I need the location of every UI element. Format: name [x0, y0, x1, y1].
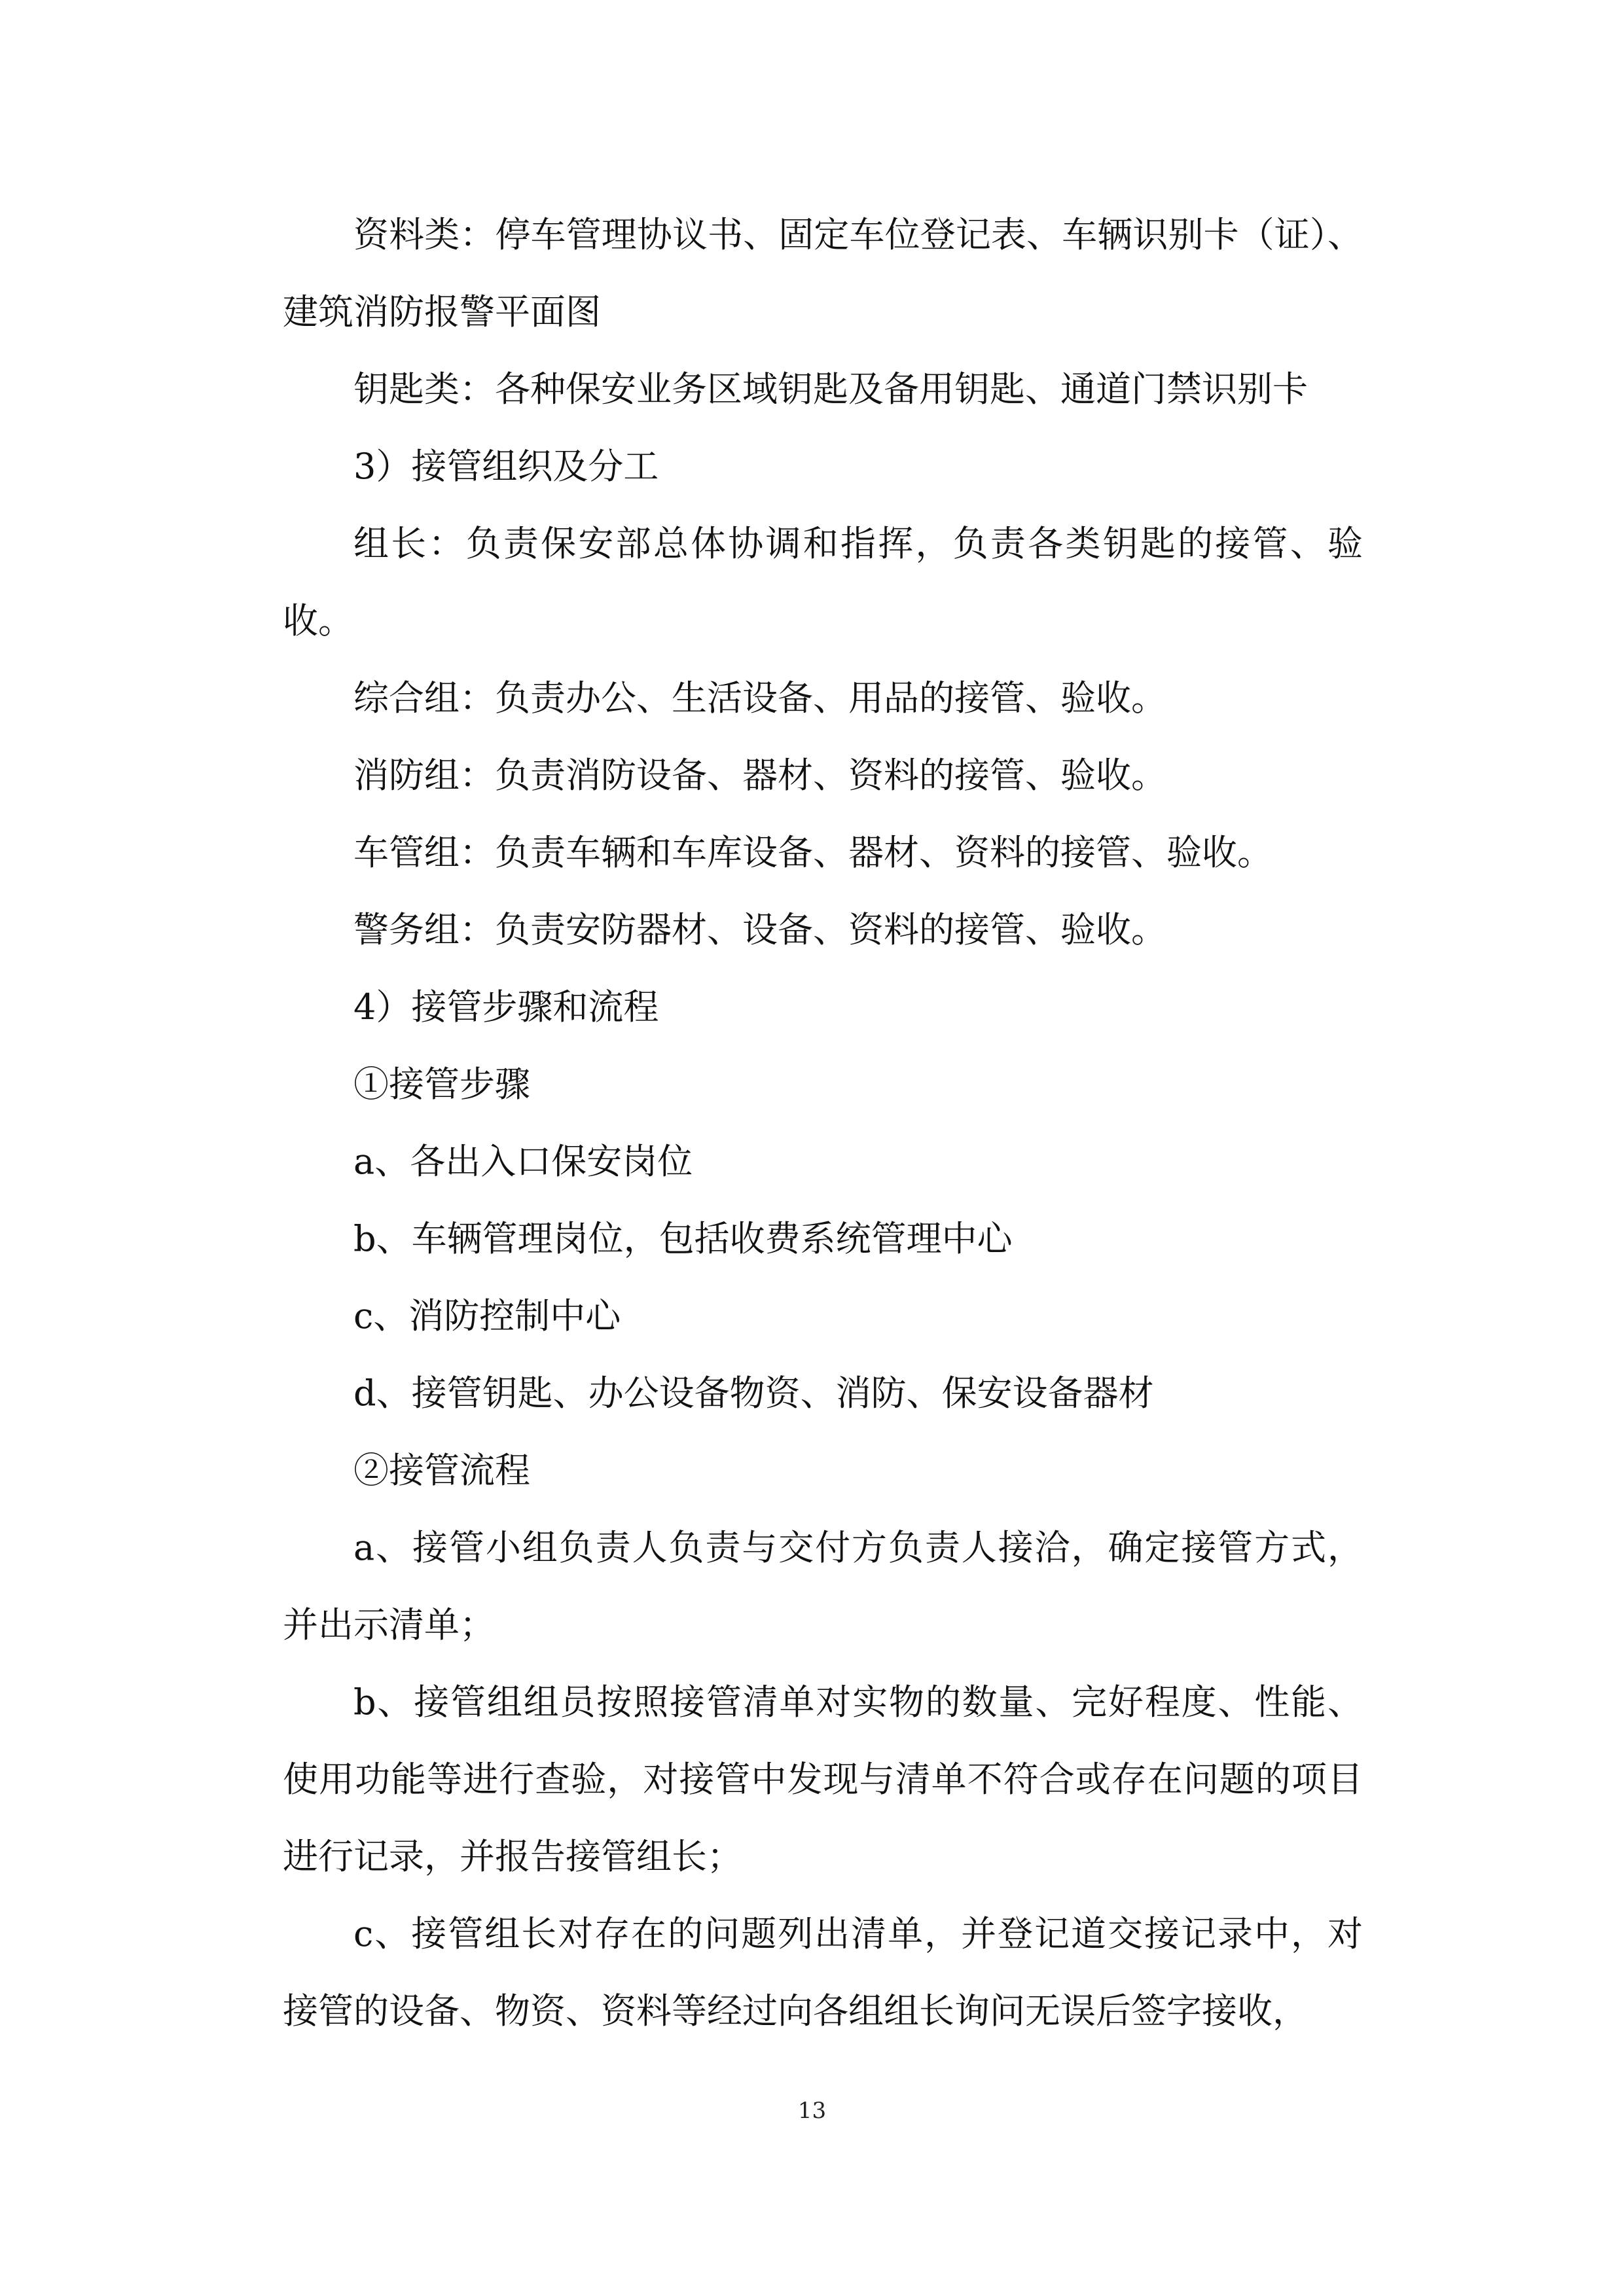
subheading-process: ②接管流程 — [353, 1450, 530, 1491]
subheading-steps: ①接管步骤 — [353, 1064, 530, 1105]
document-body — [283, 196, 1363, 2050]
list-item-process-a: a、接管小组负责人负责与交付方负责人接洽，确定接管方式，并出示清单； — [283, 1527, 1363, 1645]
paragraph-vehicle-group: 车管组：负责车辆和车库设备、器材、资料的接管、验收。 — [353, 832, 1272, 873]
paragraph-keys: 钥匙类：各种保安业务区域钥匙及备用钥匙、通道门禁识别卡 — [353, 368, 1308, 410]
list-item-process-b: b、接管组组员按照接管清单对实物的数量、完好程度、性能、使用功能等进行查验，对接管中发现与清单不符合或存在问题的项目进行记录，并报告接管组长； — [283, 1681, 1363, 1877]
list-item-step-c: c、消防控制中心 — [353, 1295, 621, 1336]
paragraph-police-group: 警务组：负责安防器材、设备、资料的接管、验收。 — [353, 909, 1166, 950]
heading-organization: 3）接管组织及分工 — [353, 446, 659, 487]
list-item-process-c: c、接管组长对存在的问题列出清单，并登记道交接记录中，对接管的设备、物资、资料等经过向各组组长询问无误后签字接收， — [283, 1913, 1363, 2032]
list-item-step-a: a、各出入口保安岗位 — [353, 1141, 693, 1182]
paragraph-materials: 资料类：停车管理协议书、固定车位登记表、车辆识别卡（证）、建筑消防报警平面图 — [283, 214, 1363, 332]
list-item-step-b: b、车辆管理岗位，包括收费系统管理中心 — [353, 1218, 1013, 1259]
heading-steps-and-process: 4）接管步骤和流程 — [353, 986, 659, 1028]
paragraph-team-leader: 组长：负责保安部总体协调和指挥，负责各类钥匙的接管、验收。 — [283, 523, 1363, 641]
paragraph-fire-group: 消防组：负责消防设备、器材、资料的接管、验收。 — [353, 755, 1166, 796]
list-item-step-d: d、接管钥匙、办公设备物资、消防、保安设备器材 — [353, 1372, 1154, 1414]
paragraph-general-group: 综合组：负责办公、生活设备、用品的接管、验收。 — [353, 677, 1166, 719]
page-number: 13 — [797, 2098, 827, 2124]
